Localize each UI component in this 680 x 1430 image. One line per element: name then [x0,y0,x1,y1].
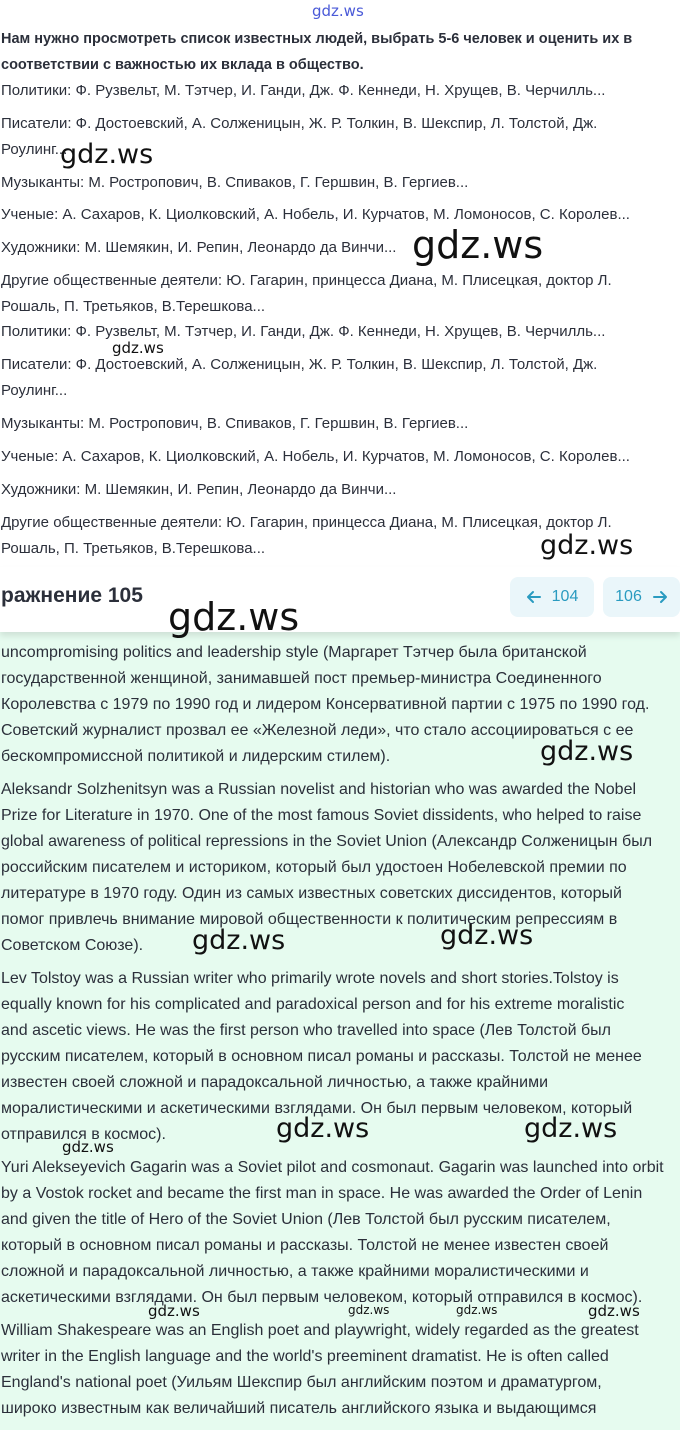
answer-line: Королевства с 1979 по 1990 год и лидером Консервативной партии с 1975 по 1990 год. [1,696,650,713]
exercise-text-section [0,0,680,632]
answer-line: который в основном писал романы и рассказы. Толстой не менее известен своей [1,1237,609,1254]
watermark: gdz.ws [148,1302,200,1320]
answer-line: известен своей сложной и парадоксальной личностью, а также крайними [1,1074,548,1091]
answer-line: England's national poet (Уильям Шекспир был английским поэтом и драматургом, [1,1374,602,1391]
answer-line: литературе в 1970 году. Один из самых известных советских диссидентов, который [1,885,622,902]
watermark: gdz.ws [62,1138,114,1156]
watermark: gdz.ws [588,1302,640,1320]
text-line: Рошаль, П. Третьяков, В.Терешкова... [1,540,266,557]
watermark: gdz.ws [348,1303,390,1317]
text-line: Политики: Ф. Рузвельт, М. Тэтчер, И. Ганди, Дж. Ф. Кеннеди, Н. Хрущев, В. Черчилль... [1,323,606,340]
answer-line: Lev Tolstoy was a Russian writer who primarily wrote novels and short stories.Tolstoy is [1,970,619,987]
answer-line: Prize for Literature in 1970. One of the most famous Soviet dissidents, who helped to raise [1,807,642,824]
answer-line: Советский журналист прозвал ее «Железной леди», что стало ассоциироваться с ее [1,722,634,739]
watermark: gdz.ws [60,139,154,170]
answer-line: by a Vostok rocket and became the first man in space. He was awarded the Order of Lenin [1,1185,643,1202]
watermark: gdz.ws [276,1113,370,1144]
answer-line: writer in the English language and the world's preeminent dramatist. He is often called [1,1348,609,1365]
text-line: Роулинг... [1,382,68,399]
instruction-line-1: Нам нужно просмотреть список известных людей, выбрать 5-6 человек и оценить их в [1,31,633,47]
text-line: Писатели: Ф. Достоевский, А. Солженицын, Ж. Р. Толкин, В. Шекспир, Л. Толстой, Дж. [1,356,598,373]
answer-line: российским писателем и историком, который был удостоен Нобелевской премии по [1,859,627,876]
instruction-line-2: соответствии с важностью их вклада в общество. [1,57,364,73]
watermark: gdz.ws [440,920,534,951]
text-line: Писатели: Ф. Достоевский, А. Солженицын, Ж. Р. Толкин, В. Шекспир, Л. Толстой, Дж. [1,115,598,132]
text-line: Ученые: А. Сахаров, К. Циолковский, А. Нобель, И. Курчатов, М. Ломоносов, С. Королев... [1,206,630,223]
next-exercise-label: 106 [615,588,642,605]
watermark: gdz.ws [192,925,286,956]
answer-line: global awareness of political repressions in the Soviet Union (Александр Солженицын был [1,833,653,850]
arrow-right-icon [652,589,668,605]
next-exercise-button[interactable] [603,577,680,617]
answer-line: бескомпромиссной политикой и лидерским стилем). [1,748,391,765]
watermark: gdz.ws [168,595,300,639]
text-line: Другие общественные деятели: Ю. Гагарин, принцесса Диана, М. Плисецкая, доктор Л. [1,514,612,531]
answer-line: and given the title of Hero of the Soviet Union (Лев Толстой был русским писателем, [1,1211,611,1228]
text-line: Роулинг... [1,141,68,158]
text-line: Рошаль, П. Третьяков, В.Терешкова... [1,298,266,315]
answer-line: моралистическими и аскетическими взглядами. Он был первым человеком, который [1,1100,633,1117]
watermark: gdz.ws [524,1113,618,1144]
answer-line: аскетическими взглядами. Он был первым человеком, который отправился в космос). [1,1289,643,1306]
watermark: gdz.ws [412,223,544,267]
watermark: gdz.ws [540,736,634,767]
answer-line: equally known for his complicated and paradoxical person and for his extreme moralistic [1,996,625,1013]
answer-line: uncompromising politics and leadership style (Маргарет Тэтчер была британской [1,644,587,661]
answer-line: помог привлечь внимание мировой общественности к политическим репрессиям в [1,911,618,928]
arrow-left-icon [526,589,542,605]
text-line: Музыканты: М. Ростропович, В. Спиваков, Г. Гершвин, В. Гергиев... [1,174,469,191]
text-line: Другие общественные деятели: Ю. Гагарин, принцесса Диана, М. Плисецкая, доктор Л. [1,272,612,289]
exercise-header [0,567,680,632]
exercise-title: ражнение 105 [1,584,143,607]
text-line: Художники: М. Шемякин, И. Репин, Леонардо да Винчи... [1,239,397,256]
answer-line: and ascetic views. He was the first person who travelled into space (Лев Толстой был [1,1022,611,1039]
answer-line: отправился в космос). [1,1126,166,1143]
previous-exercise-button[interactable] [510,577,594,617]
text-line: Художники: М. Шемякин, И. Репин, Леонардо да Винчи... [1,481,397,498]
answer-line: государственной женщиной, занимавшей пост премьер-министра Соединенного [1,670,602,687]
answer-line: Yuri Alekseyevich Gagarin was a Soviet pilot and cosmonaut. Gagarin was launched into orbit [1,1159,664,1176]
answer-line: широко известным как величайший писатель английского языка и выдающимся [1,1400,597,1417]
watermark: gdz.ws [112,339,164,357]
answer-line: Aleksandr Solzhenitsyn was a Russian novelist and historian who was awarded the Nobel [1,781,637,798]
text-line: Ученые: А. Сахаров, К. Циолковский, А. Нобель, И. Курчатов, М. Ломоносов, С. Королев... [1,448,630,465]
watermark: gdz.ws [456,1303,498,1317]
text-line: Музыканты: М. Ростропович, В. Спиваков, Г. Гершвин, В. Гергиев... [1,415,469,432]
answer-line: Советском Союзе). [1,937,144,954]
previous-exercise-label: 104 [551,588,579,605]
answer-line: русским писателем, который в основном писал романы и рассказы. Толстой не менее [1,1048,642,1065]
watermark: gdz.ws [540,530,634,561]
answer-section [0,632,680,1430]
site-label-top: gdz.ws [312,2,364,20]
answer-line: William Shakespeare was an English poet and playwright, widely regarded as the greatest [1,1322,639,1339]
text-line: Политики: Ф. Рузвельт, М. Тэтчер, И. Ганди, Дж. Ф. Кеннеди, Н. Хрущев, В. Черчилль... [1,82,606,99]
answer-line: сложной и парадоксальной личностью, а также крайними моралистическими и [1,1263,589,1280]
